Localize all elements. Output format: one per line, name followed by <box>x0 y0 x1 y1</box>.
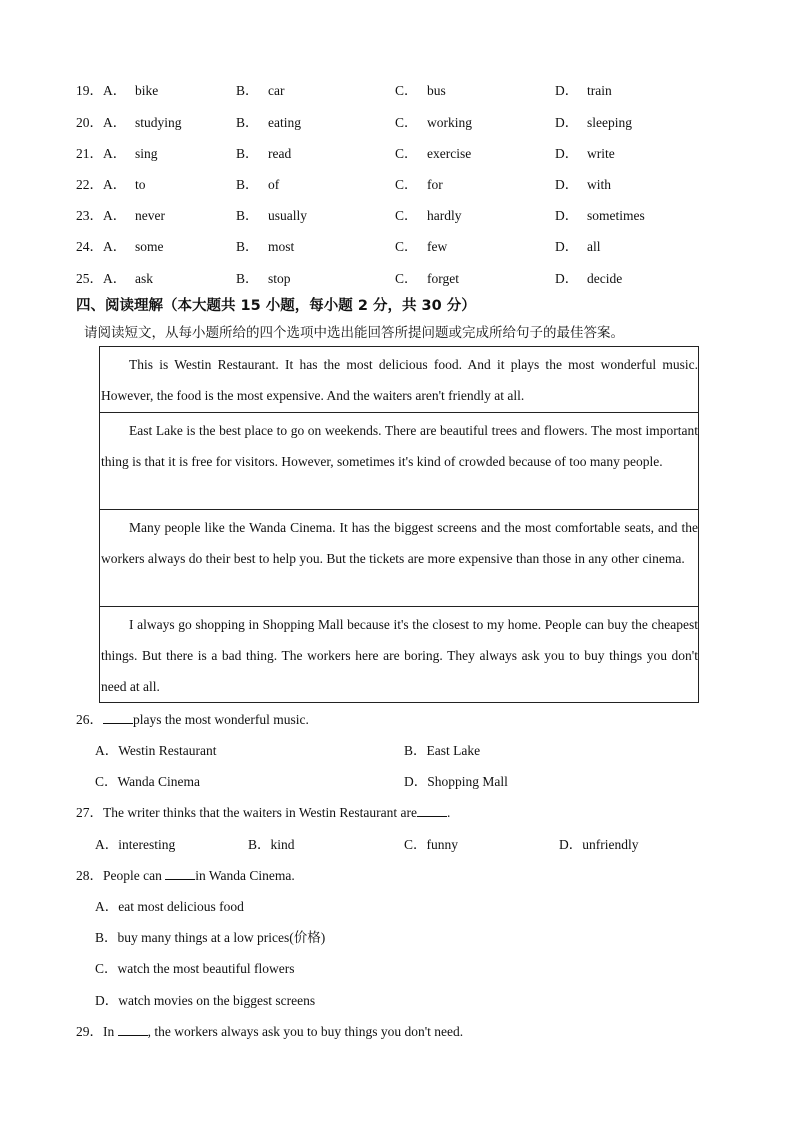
option-text: ask <box>135 271 153 286</box>
cloze-option <box>395 145 471 163</box>
passage-cell <box>100 510 698 607</box>
option-letter: D． <box>555 177 579 192</box>
option-text: stop <box>268 271 291 286</box>
question-stem-end: . <box>446 805 451 820</box>
option-letter: B． <box>236 239 259 254</box>
option-letter: C． <box>395 271 418 286</box>
option-letter: A． <box>103 208 127 223</box>
option-letter: A． <box>103 177 127 192</box>
option-letter: D． <box>555 239 579 254</box>
option-letter: B． <box>236 146 259 161</box>
question-stem-end: in Wanda Cinema. <box>195 868 295 883</box>
question-number: 24． <box>76 239 103 254</box>
option-text: train <box>587 83 612 98</box>
option-d: D．unfriendly <box>559 837 639 852</box>
cloze-option <box>395 270 459 288</box>
option-text: working <box>427 115 472 130</box>
answer-blank <box>165 867 195 880</box>
cloze-option <box>555 238 601 256</box>
option-letter: B． <box>236 177 259 192</box>
cloze-option <box>395 238 447 256</box>
option-text: eating <box>268 115 301 130</box>
option-letter: C． <box>395 177 418 192</box>
option-text: exercise <box>427 146 472 161</box>
option-letter: C． <box>395 146 418 161</box>
passage-text: Many people like the Wanda Cinema. It has the biggest screens and the most comfortable seats, and the workers always do their best to help you. But the tickets are more expensive than those in any other cinema. <box>101 520 698 566</box>
option-letter: A． <box>103 146 127 161</box>
passage-cell <box>100 347 698 413</box>
option-letter: C． <box>395 115 418 130</box>
cloze-option <box>76 207 165 225</box>
option-text: read <box>268 146 292 161</box>
option-c: C．Wanda Cinema <box>95 774 201 789</box>
question-number: 20． <box>76 115 103 130</box>
option-c: C．watch the most beautiful flowers <box>95 961 295 976</box>
cloze-option <box>76 145 158 163</box>
option-a: A．eat most delicious food <box>95 899 244 914</box>
option-b: B．East Lake <box>404 743 481 758</box>
passage-text: East Lake is the best place to go on weekends. There are beautiful trees and flowers. The most important thing is that it is free for visitors. However, sometimes it's kind of crowded because of too many people. <box>101 423 698 469</box>
option-letter: A． <box>103 83 127 98</box>
option-letter: B． <box>236 208 259 223</box>
question-number: 23． <box>76 208 103 223</box>
question-29 <box>76 1023 463 1041</box>
cloze-option <box>236 207 307 225</box>
option-letter: D． <box>555 115 579 130</box>
cloze-option <box>555 145 615 163</box>
option-d: D．Shopping Mall <box>404 774 508 789</box>
option-c: C．funny <box>404 837 458 852</box>
passage-cell <box>100 413 698 510</box>
option-text: write <box>587 146 615 161</box>
question-number: 21． <box>76 146 103 161</box>
cloze-option <box>76 82 158 100</box>
cloze-option <box>395 82 446 100</box>
option-text: for <box>427 177 443 192</box>
question-number: 29． <box>76 1024 103 1039</box>
option-letter: D． <box>555 208 579 223</box>
question-26 <box>76 711 309 729</box>
cloze-option <box>236 145 291 163</box>
cloze-option <box>555 270 622 288</box>
question-number: 22． <box>76 177 103 192</box>
question-28 <box>76 867 295 885</box>
question-number: 28． <box>76 868 103 883</box>
option-text: of <box>268 177 280 192</box>
cloze-option <box>236 82 284 100</box>
cloze-option <box>395 207 462 225</box>
option-letter: D． <box>555 146 579 161</box>
option-text: with <box>587 177 612 192</box>
question-stem: plays the most wonderful music. <box>133 712 309 727</box>
option-letter: B． <box>236 271 259 286</box>
passage-text: This is Westin Restaurant. It has the most delicious food. And it plays the most wonderful music. However, the food is the most expensive. And the waiters aren't friendly at all. <box>101 357 698 403</box>
passage-table <box>99 346 699 703</box>
option-text: forget <box>427 271 459 286</box>
cloze-option <box>555 82 612 100</box>
option-text: some <box>135 239 164 254</box>
cloze-option <box>76 270 153 288</box>
option-letter: C． <box>395 239 418 254</box>
question-number: 27． <box>76 805 103 820</box>
passage-text: I always go shopping in Shopping Mall because it's the closest to my home. People can buy the cheapest things. But there is a bad thing. The workers here are boring. They always ask you to buy things you don't need at all. <box>101 617 698 694</box>
option-text: never <box>135 208 165 223</box>
cloze-option <box>555 207 645 225</box>
question-stem-end: , the workers always ask you to buy things you don't need. <box>147 1024 464 1039</box>
option-text: usually <box>268 208 307 223</box>
option-text: bike <box>135 83 159 98</box>
option-text: few <box>427 239 448 254</box>
option-b: B．kind <box>248 837 295 852</box>
option-a: A．interesting <box>95 837 176 852</box>
option-d: D．watch movies on the biggest screens <box>95 993 316 1008</box>
option-letter: A． <box>103 115 127 130</box>
option-text: hardly <box>427 208 462 223</box>
cloze-option <box>76 176 146 194</box>
cloze-option <box>236 114 301 132</box>
option-text: sleeping <box>587 115 632 130</box>
option-text: bus <box>427 83 446 98</box>
option-text: to <box>135 177 146 192</box>
cloze-option <box>236 238 294 256</box>
option-a: A．Westin Restaurant <box>95 743 217 758</box>
cloze-option <box>555 176 611 194</box>
option-letter: A． <box>103 239 127 254</box>
question-stem: People can <box>103 868 166 883</box>
cloze-option <box>76 114 182 132</box>
cloze-option <box>395 176 443 194</box>
section-instruction: 请阅读短文，从每小题所给的四个选项中选出能回答所提问题或完成所给句子的最佳答案。 <box>84 325 624 341</box>
answer-blank <box>103 711 133 724</box>
question-27 <box>76 804 450 822</box>
question-stem: In <box>103 1024 118 1039</box>
option-b: B．buy many things at a low prices(价格) <box>95 930 326 945</box>
cloze-option <box>555 114 632 132</box>
section-title: 四、阅读理解（本大题共 15 小题，每小题 2 分，共 30 分） <box>76 298 476 314</box>
option-text: studying <box>135 115 182 130</box>
option-text: sing <box>135 146 158 161</box>
option-letter: B． <box>236 115 259 130</box>
option-letter: D． <box>555 83 579 98</box>
option-text: all <box>587 239 601 254</box>
answer-blank <box>118 1023 148 1036</box>
answer-blank <box>417 804 447 817</box>
question-number: 19． <box>76 83 103 98</box>
option-text: car <box>268 83 285 98</box>
option-letter: C． <box>395 208 418 223</box>
option-letter: C． <box>395 83 418 98</box>
cloze-option <box>236 176 279 194</box>
option-text: sometimes <box>587 208 645 223</box>
option-letter: B． <box>236 83 259 98</box>
passage-cell <box>100 607 698 702</box>
option-letter: A． <box>103 271 127 286</box>
option-letter: D． <box>555 271 579 286</box>
cloze-option <box>236 270 291 288</box>
cloze-option <box>76 238 164 256</box>
option-text: decide <box>587 271 623 286</box>
option-text: most <box>268 239 295 254</box>
cloze-option <box>395 114 472 132</box>
question-number: 25． <box>76 271 103 286</box>
question-number: 26． <box>76 712 103 727</box>
question-stem: The writer thinks that the waiters in Westin Restaurant are <box>103 805 417 820</box>
